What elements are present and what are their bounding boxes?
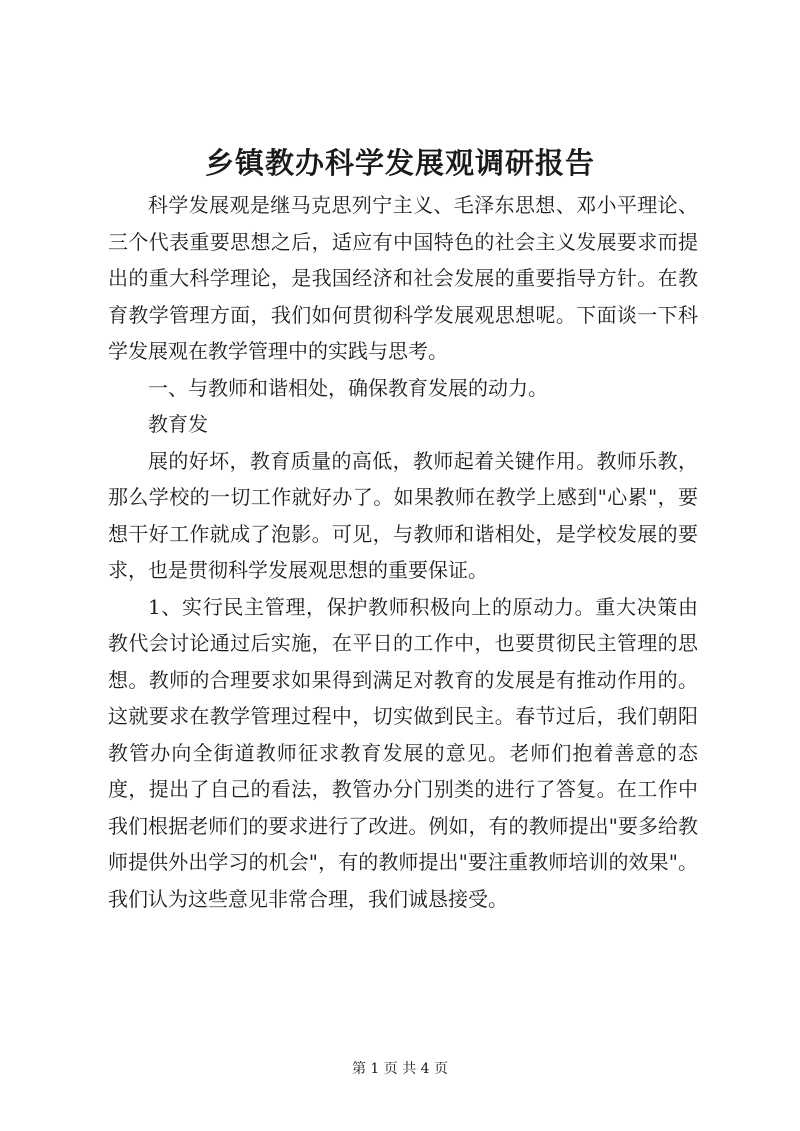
section-heading-1: 一、与教师和谐相处，确保教育发展的动力。 [148,375,548,400]
paragraph-teacher-role: 展的好坏，教育质量的高低，教师起着关键作用。教师乐教，那么学校的一切工作就好办了。如果教师在教学上感到"心累"，要想干好工作就成了泡影。可见，与教师和谐相处，是学校发展的要求，也是贯彻科学发展观思想的重要保证。 [108,448,698,582]
paragraph-fragment: 教育发 [148,412,208,436]
paragraph-democratic-management: 1、实行民主管理，保护教师积极向上的原动力。重大决策由教代会讨论通过后实施，在平日的工作中，也要贯彻民主管理的思想。教师的合理要求如果得到满足对教育的发展是有推动作用的。这就要求在教学管理过程中，切实做到民主。春节过后，我们朝阳教管办向全街道教师征求教育发展的意见。老师们抱着善意的态度，提出了自己的看法，教管办分门别类的进行了答复。在工作中我们根据老师们的要求进行了改进。例如，有的教师提出"要多给教师提供外出学习的机会"，有的教师提出"要注重教师培训的效果"。我们认为这些意见非常合理，我们诚恳接受。 [108,594,698,911]
paragraph-intro: 科学发展观是继马克思列宁主义、毛泽东思想、邓小平理论、三个代表重要思想之后，适应有中国特色的社会主义发展要求而提出的重大科学理论，是我国经济和社会发展的重要指导方针。在教育教学管理方面，我们如何贯彻科学发展观思想呢。下面谈一下科学发展观在教学管理中的实践与思考。 [108,193,698,363]
page-number-footer: 第 1 页 共 4 页 [351,1061,449,1077]
document-title: 乡镇教办科学发展观调研报告 [204,146,595,180]
document-body [108,187,698,917]
